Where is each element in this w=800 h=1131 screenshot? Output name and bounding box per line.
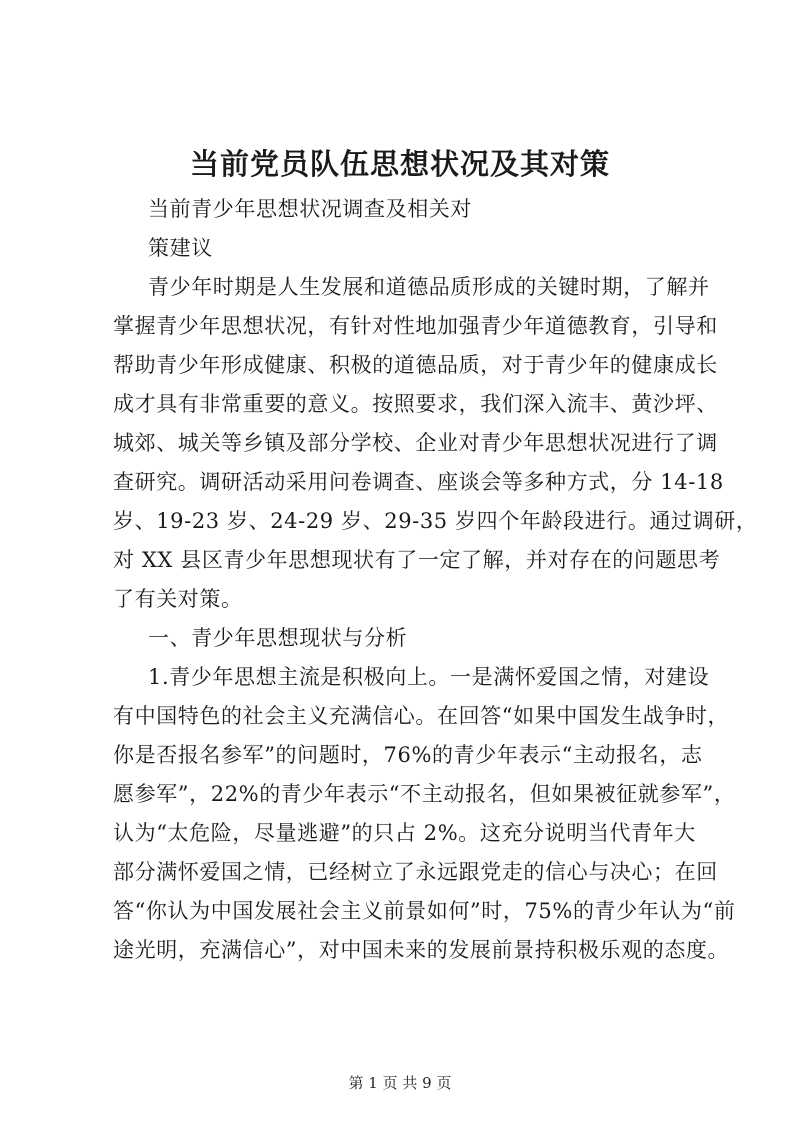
body-line: 青少年时期是人生发展和道德品质形成的关键时期，了解并 <box>148 275 710 299</box>
subtitle-line-1: 当前青少年思想状况调查及相关对 <box>148 197 472 221</box>
body-line: 你是否报名参军”的问题时，76%的青少年表示“主动报名，志 <box>113 743 703 767</box>
body-line: 成才具有非常重要的意义。按照要求，我们深入流丰、黄沙坪、 <box>113 392 718 416</box>
body-line: 查研究。调研活动采用问卷调查、座谈会等多种方式，分 14-18 <box>113 470 724 494</box>
body-line: 答“你认为中国发展社会主义前景如何”时，75%的青少年认为“前 <box>113 899 736 923</box>
body-line: 愿参军”，22%的青少年表示“不主动报名，但如果被征就参军”， <box>113 782 736 806</box>
body-line: 城郊、城关等乡镇及部分学校、企业对青少年思想状况进行了调 <box>113 431 718 455</box>
body-line: 了有关对策。 <box>113 587 243 611</box>
body-line: 1.青少年思想主流是积极向上。一是满怀爱国之情，对建设 <box>148 665 710 689</box>
subtitle-line-2: 策建议 <box>148 236 213 260</box>
body-line: 掌握青少年思想状况，有针对性地加强青少年道德教育，引导和 <box>113 314 718 338</box>
body-line: 途光明，充满信心”，对中国未来的发展前景持积极乐观的态度。 <box>113 938 730 962</box>
body-line: 有中国特色的社会主义充满信心。在回答“如果中国发生战争时， <box>113 704 730 728</box>
body-line: 岁、19-23 岁、24-29 岁、29-35 岁四个年龄段进行。通过调研， <box>113 509 758 533</box>
section-heading: 一、青少年思想现状与分析 <box>148 626 408 650</box>
body-line: 认为“太危险，尽量逃避”的只占 2%。这充分说明当代青年大 <box>113 821 696 845</box>
body-line: 对 XX 县区青少年思想现状有了一定了解，并对存在的问题思考 <box>113 548 721 572</box>
document-title: 当前党员队伍思想状况及其对策 <box>189 147 610 181</box>
body-line: 帮助青少年形成健康、积极的道德品质，对于青少年的健康成长 <box>113 353 718 377</box>
body-line: 部分满怀爱国之情，已经树立了永远跟党走的信心与决心；在回 <box>113 860 718 884</box>
page-footer: 第 1 页 共 9 页 <box>348 1074 452 1092</box>
